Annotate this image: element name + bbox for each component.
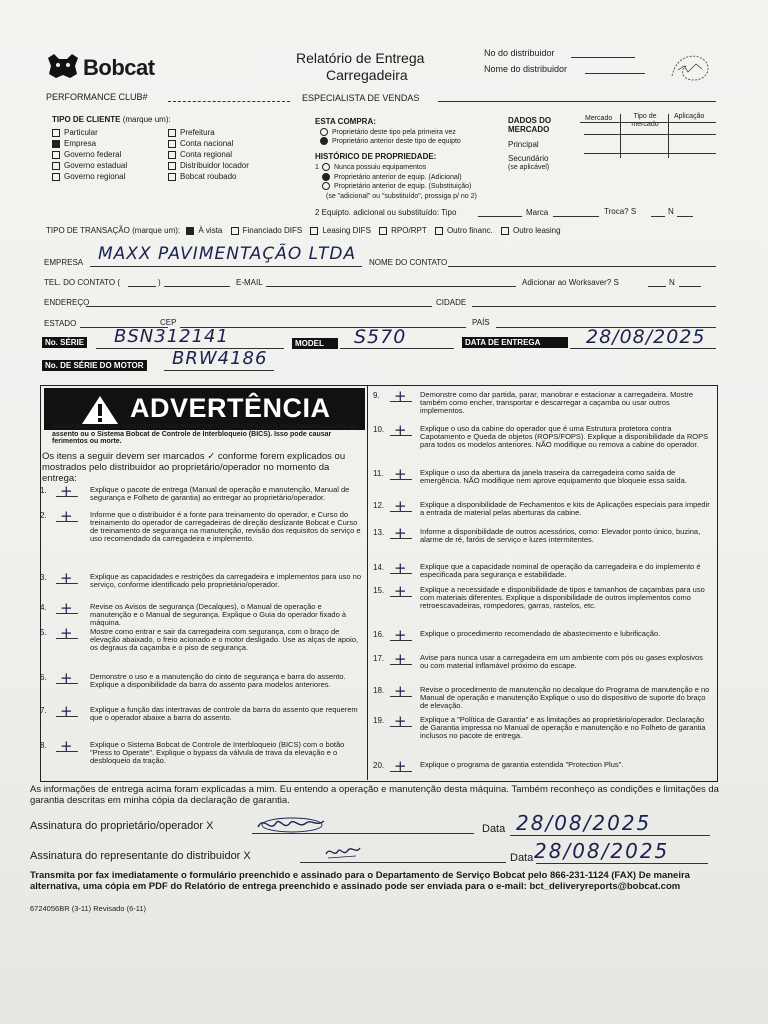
checklist-item-number: 1.: [40, 486, 47, 495]
transmit-text: Transmita por fax imediatamente o formulário preenchido e assinado para o Departamento de Serviço Bobcat pelo 866-231-1124 (FAX) De maneira alternativa, uma cópia em PDF do Relatório de entrega preenchido e assinado pode ser enviada para o e-mail:: [30, 870, 690, 892]
country-label: PAÍS: [472, 318, 490, 327]
checklist-item-number: 9.: [373, 391, 380, 400]
trade-in-no-label: N: [668, 207, 674, 216]
checkbox[interactable]: [379, 227, 387, 235]
checkbox[interactable]: [435, 227, 443, 235]
checklist-item-number: 5.: [40, 628, 47, 637]
brand-name: Bobcat: [83, 55, 155, 80]
equipment-brand-label: Marca: [526, 208, 549, 217]
sales-specialist-label: ESPECIALISTA DE VENDAS: [302, 93, 420, 103]
form-code: 6724056BR (3-11) Revisado (6-11): [30, 904, 147, 913]
checklist-checkmark[interactable]: +: [60, 702, 73, 720]
model-label: MODEL: [292, 338, 338, 349]
checkbox[interactable]: [231, 227, 239, 235]
address-label: ENDEREÇO: [44, 298, 90, 307]
checklist-checkmark[interactable]: +: [394, 559, 407, 577]
checklist-item-text: Demonstre o uso e a manutenção do cinto de segurança e barra do assento. Explique a disponibilidade da barra do assento para modelos anteriores.: [90, 672, 346, 689]
customer-type-col1: [52, 127, 127, 182]
radio-checked[interactable]: [322, 173, 330, 181]
owner-date-field[interactable]: [510, 835, 710, 836]
company-label: EMPRESA: [44, 258, 84, 267]
checklist-checkmark[interactable]: +: [394, 626, 407, 644]
worksaver-yes-field[interactable]: [648, 286, 666, 287]
customer-type-col2: [168, 127, 249, 182]
checklist-check-field[interactable]: [56, 613, 78, 614]
market-col-divider: [620, 114, 621, 158]
customer-type-option[interactable]: Governo estadual: [52, 160, 127, 171]
history-option[interactable]: Proprietário anterior de equip. (Substituição): [315, 182, 477, 192]
purchase-option[interactable]: Proprietário deste tipo pela primeira vez: [320, 128, 461, 137]
checklist-item-text: Informe que o distribuidor é a fonte para treinamento do operador, e Curso do treinamento do operador de carregadeiras de direção deslizante Bobcat e Curso de treinamento de segurança na manutenção, revisão dos requisitos do serviço e uso recomendado da carregadeira e implemento.: [90, 510, 361, 543]
market-header-rule: [580, 122, 716, 123]
market-primary-label: Principal: [508, 140, 539, 149]
customer-type-option[interactable]: Empresa: [52, 138, 127, 149]
warning-triangle-icon: [80, 394, 120, 426]
history-note: (se "adicional" ou "substituído", prossiga p/ no 2): [326, 192, 477, 200]
checklist-check-field[interactable]: [390, 696, 412, 697]
dealer-date-label: Data: [510, 852, 534, 864]
equipment-brand-field[interactable]: [553, 216, 599, 217]
trade-in-yes-field[interactable]: [651, 216, 665, 217]
checklist-item-number: 14.: [373, 563, 385, 572]
market-secondary-note: (se aplicável): [508, 164, 550, 171]
customer-type-label: TIPO DE CLIENTE: [52, 115, 121, 124]
email-label: E-MAIL: [236, 278, 263, 287]
checklist-item-text: Revise os Avisos de segurança (Decalques), o Manual de operação e manutenção e o Manual de segurança. Explique o Guia do operador fixado à máquina.: [90, 602, 347, 627]
checklist-item-text: Explique o Sistema Bobcat de Controle de Interbloqueio (BICS) com o botão "Press to Operate". Explique o bypass da válvula de trava da elevação e o desbloqueio da tração.: [90, 740, 345, 765]
checklist-check-field[interactable]: [390, 538, 412, 539]
trade-in-label: Troca? S: [604, 207, 637, 216]
this-purchase-options: [320, 128, 461, 146]
sales-specialist-field[interactable]: [438, 101, 716, 102]
acknowledgement-text: As informações de entrega acima foram explicadas a mim. Eu entendo a operação e manutenção desta máquina. Também reconheço as condições e limitações da garantia descritas em minha cópia da declaração de garantia.: [30, 784, 719, 806]
dealer-name-label: Nome do distribuidor: [484, 64, 568, 74]
checkbox[interactable]: [168, 151, 176, 159]
customer-type-option[interactable]: Particular: [52, 127, 127, 138]
checklist-item-text: Explique o uso da abertura da janela traseira da carregadeira como saída de emergência. NÃO modifique nem aprove equipamento que bloqueie essa saída.: [420, 468, 687, 485]
this-purchase-label: ESTA COMPRA:: [315, 117, 376, 126]
serial-number-label: No. SÉRIE: [42, 337, 87, 348]
contact-name-label: NOME DO CONTATO: [369, 258, 448, 267]
address-field[interactable]: [86, 306, 432, 307]
model-field[interactable]: [340, 348, 454, 349]
owner-date-value[interactable]: 28/08/2025: [516, 811, 652, 835]
warning-title: ADVERTÊNCIA: [130, 393, 331, 423]
market-col-market: Mercado: [585, 115, 613, 122]
checklist-checkmark[interactable]: +: [60, 669, 73, 687]
checklist-item-number: 10.: [373, 425, 385, 434]
checklist-check-field[interactable]: [390, 573, 412, 574]
checklist-item-number: 6.: [40, 673, 47, 682]
transaction-type-row: TIPO DE TRANSAÇÃO (marque um): À vista Financiado DIFS Leasing DIFS RPO/RPT Outro financ. Outro leasing: [46, 226, 561, 235]
checklist-checkmark[interactable]: +: [60, 482, 73, 500]
checklist-checkmark[interactable]: +: [394, 421, 407, 439]
checklist-checkmark[interactable]: +: [60, 507, 73, 525]
warning-text: Nunca faça mau uso da máquina. Não modifique as proteções, cinto de segurança, barra do assento ou o Sistema Bobcat de Controle de Interbloqueio (BICS). Isso pode causar ferimentos ou morte.: [52, 423, 359, 446]
checklist-checkmark[interactable]: +: [394, 712, 407, 730]
state-label: ESTADO: [44, 319, 77, 328]
checkbox[interactable]: [310, 227, 318, 235]
checklist-checkmark[interactable]: +: [394, 497, 407, 515]
checklist-check-field[interactable]: [390, 726, 412, 727]
performance-club-field[interactable]: [168, 101, 290, 102]
city-label: CIDADE: [436, 298, 467, 307]
phone-area-field[interactable]: [128, 286, 156, 287]
checklist-checkmark[interactable]: +: [394, 757, 407, 775]
checklist-checkmark[interactable]: +: [60, 569, 73, 587]
checklist-item-text: Explique que a capacidade nominal de operação da carregadeira e do implemento é especificada para segurança e estabilidade.: [420, 562, 701, 579]
form-title-line1: Relatório de Entrega: [296, 50, 425, 66]
dealer-name-field[interactable]: [585, 73, 645, 74]
engine-serial-field[interactable]: [164, 370, 274, 371]
checklist-check-field[interactable]: [390, 771, 412, 772]
checkbox[interactable]: [168, 140, 176, 148]
history-option[interactable]: 1 Nunca possuiu equipamentos: [315, 164, 427, 171]
checklist-item-number: 12.: [373, 501, 385, 510]
checklist-item-number: 15.: [373, 586, 385, 595]
equipment-type-field[interactable]: [478, 216, 522, 217]
transmit-note: [30, 871, 726, 892]
customer-type-option[interactable]: Bobcat roubado: [168, 171, 249, 182]
cep-label: CEP: [160, 318, 177, 327]
checklist-item-number: 17.: [373, 654, 385, 663]
market-col-divider: [668, 114, 669, 158]
checklist-item-text: Mostre como entrar e sair da carregadeira com segurança, com o braço de elevação abaixado, o freio acionado e o motor desligado. Use as alças de apoio, os degraus da caçamba e o piso de segurança.: [90, 627, 359, 652]
dealer-number-field[interactable]: [571, 57, 635, 58]
checklist-checkmark[interactable]: +: [394, 524, 407, 542]
worksaver-no-field[interactable]: [679, 286, 701, 287]
checklist-item-text: Explique a "Política de Garantia" e as limitações ao proprietário/operador. Declaração de Garantia impressa no Manual de operação e manutenção e no Folheto de garantia inclusos no pacote de entrega.: [420, 715, 706, 740]
form-title-line2: Carregadeira: [326, 67, 408, 83]
equipment-type-label: 2 Equipto. adicional ou substituído: Tipo: [315, 208, 457, 217]
phone-label: TEL. DO CONTATO (: [44, 278, 121, 287]
market-col-type: Tipo de mercado: [631, 113, 659, 128]
worksaver-label: Adicionar ao Worksaver? S: [522, 278, 619, 287]
checklist-item-text: Explique o uso da cabine do operador que é uma Estrutura protetora contra Capotamento e Queda de objetos (ROPS/FOPS). Explique a disponibilidade da ROPS para todos os modelos anteriores. NÃO modifique ou remova a cabine do operador.: [420, 424, 709, 449]
checklist-checkmark[interactable]: +: [394, 387, 407, 405]
dealer-stamp: [664, 46, 720, 91]
checklist-checkmark[interactable]: +: [394, 465, 407, 483]
ownership-history-label: HISTÓRICO DE PROPRIEDADE:: [315, 152, 437, 161]
company-value[interactable]: MAXX PAVIMENTAÇÃO LTDA: [98, 244, 357, 264]
checkbox[interactable]: [168, 162, 176, 170]
checklist-check-field[interactable]: [56, 583, 78, 584]
checklist-item-number: 4.: [40, 603, 47, 612]
checklist-item-number: 16.: [373, 630, 385, 639]
customer-type-hint: (marque um):: [122, 115, 171, 124]
checklist-checkmark[interactable]: +: [60, 737, 73, 755]
customer-type-option[interactable]: Conta nacional: [168, 138, 249, 149]
checklist-item-text: Informe a disponibilidade de outros acessórios, como: Elevador ponto único, buzina, alarme de ré, faróis de serviço e luzes intermitentes.: [420, 527, 701, 544]
checklist-item-number: 8.: [40, 741, 47, 750]
checklist-check-field[interactable]: [390, 479, 412, 480]
checklist-item-number: 11.: [373, 469, 384, 478]
checklist-checkmark[interactable]: +: [394, 650, 407, 668]
worksaver-no-label: N: [669, 278, 675, 287]
checkbox-checked[interactable]: [186, 227, 194, 235]
serial-number-value[interactable]: BSN312141: [114, 326, 229, 347]
radio[interactable]: [322, 163, 330, 171]
checkbox[interactable]: [501, 227, 509, 235]
delivery-date-value[interactable]: 28/08/2025: [586, 326, 706, 348]
market-data-label: DADOS DO MERCADO: [508, 116, 552, 134]
contact-name-field[interactable]: [448, 266, 716, 267]
checklist-check-field[interactable]: [390, 401, 412, 402]
checklist-checkmark[interactable]: +: [394, 582, 407, 600]
dealer-number-label: No do distribuidor: [484, 48, 555, 58]
ownership-history-options: [315, 163, 477, 201]
dealer-date-field[interactable]: [536, 863, 708, 864]
checklist-item-number: 2.: [40, 511, 47, 520]
checklist-checkmark[interactable]: +: [60, 624, 73, 642]
checklist-item-number: 3.: [40, 573, 47, 582]
checklist-check-field[interactable]: [390, 511, 412, 512]
model-value[interactable]: S570: [354, 326, 407, 348]
customer-type-option[interactable]: Governo federal: [52, 149, 127, 160]
checklist-check-field[interactable]: [390, 640, 412, 641]
checklist-item-text: Explique a disponibilidade de Fechamentos e kits de Aplicações especiais para impedir a entrada de material pelas aberturas da cabine.: [420, 500, 710, 517]
checklist-check-field[interactable]: [390, 596, 412, 597]
checkbox[interactable]: [168, 173, 176, 181]
checkbox[interactable]: [52, 173, 60, 181]
performance-club-label: PERFORMANCE CLUB#: [46, 92, 148, 102]
checkbox[interactable]: [52, 151, 60, 159]
checklist-check-field[interactable]: [56, 496, 78, 497]
dealer-signature-scribble: [322, 842, 362, 867]
checklist-check-field[interactable]: [390, 435, 412, 436]
transaction-label: TIPO DE TRANSAÇÃO: [46, 226, 130, 235]
checklist-check-field[interactable]: [56, 751, 78, 752]
trade-in-no-field[interactable]: [677, 216, 693, 217]
dealer-signature-label: Assinatura do representante do distribuidor X: [30, 850, 251, 862]
checklist-check-field[interactable]: [56, 683, 78, 684]
checklist-checkmark[interactable]: +: [394, 682, 407, 700]
checklist-item-text: Demonstre como dar partida, parar, manobrar e estacionar a carregadeira. Mostre também como encher, transportar e descarregar a caçamba ou usar outros implementos.: [420, 390, 694, 415]
checklist-item-text: Explique a necessidade e disponibilidade de tipos e tamanhos de caçambas para uso com materiais diferentes. Explique a disponibilidade de outros implementos como retroescavadeiras, rompedores, garras, rastelos, etc.: [420, 585, 705, 610]
phone-sep: ): [158, 278, 161, 287]
checklist-check-field[interactable]: [56, 716, 78, 717]
history-option[interactable]: Proprietário anterior de equip. (Adicional): [315, 173, 477, 183]
purchase-option[interactable]: Proprietário anterior deste tipo de equipto: [320, 137, 461, 146]
checkbox-checked[interactable]: [52, 140, 60, 148]
bobcat-head-icon: [46, 52, 80, 80]
checkbox[interactable]: [168, 129, 176, 137]
radio[interactable]: [322, 182, 330, 190]
report-email[interactable]: bct_deliveryreports@bobcat.com: [529, 880, 681, 892]
checklist-item-text: Explique o programa de garantia estendida "Protection Plus".: [420, 760, 624, 769]
market-secondary-field[interactable]: [584, 153, 716, 154]
checklist-item-number: 19.: [373, 716, 385, 725]
customer-type-option[interactable]: Prefeitura: [168, 127, 249, 138]
checklist-item-text: Explique a função das intertravas de controle da barra do assento que requerem que o operador abaixe a barra do assento.: [90, 705, 358, 722]
checkbox[interactable]: [52, 129, 60, 137]
checklist-divider: [367, 385, 368, 780]
market-col-application: Aplicação: [674, 113, 705, 120]
delivery-date-field[interactable]: [570, 348, 716, 349]
customer-type-heading: [52, 115, 171, 124]
owner-date-label: Data: [482, 823, 506, 835]
checklist-item-number: 20.: [373, 761, 385, 770]
radio-checked[interactable]: [320, 137, 328, 145]
dealer-date-value[interactable]: 28/08/2025: [534, 839, 670, 863]
market-secondary-label: Secundário: [508, 154, 549, 163]
customer-type-option[interactable]: Governo regional: [52, 171, 127, 182]
checkbox[interactable]: [52, 162, 60, 170]
bobcat-logo: [46, 52, 80, 85]
checklist-checkmark[interactable]: +: [60, 599, 73, 617]
checklist-item-text: Explique o pacote de entrega (Manual de operação e manutenção, Manual de segurança e Folheto de garantia) ao entregar ao proprietário/operador.: [90, 485, 350, 502]
checklist-item-number: 7.: [40, 706, 47, 715]
radio[interactable]: [320, 128, 328, 136]
delivery-date-label: DATA DE ENTREGA: [462, 337, 568, 348]
transaction-hint: (marque um):: [132, 226, 181, 235]
owner-signature-label: Assinatura do proprietário/operador X: [30, 820, 214, 832]
checklist-item-text: Explique as capacidades e restrições da carregadeira e implementos para uso no serviço, conforme identificado pelo proprietário/operador.: [90, 572, 361, 589]
checklist-check-field[interactable]: [56, 521, 78, 522]
email-field[interactable]: [266, 286, 516, 287]
city-field[interactable]: [472, 306, 716, 307]
engine-serial-value[interactable]: BRW4186: [172, 348, 268, 369]
owner-signature-scribble: [254, 813, 328, 840]
company-field[interactable]: [90, 266, 362, 267]
customer-type-option[interactable]: Conta regional: [168, 149, 249, 160]
checklist-intro: Os itens a seguir devem ser marcados ✓ conforme forem explicados ou mostrados pelo distribuidor ao proprietário/operador no momento da entrega:: [42, 451, 346, 484]
checklist-item-number: 18.: [373, 686, 385, 695]
checklist-check-field[interactable]: [390, 664, 412, 665]
checklist-check-field[interactable]: [56, 638, 78, 639]
market-primary-field[interactable]: [584, 134, 716, 135]
checklist-item-text: Explique o procedimento recomendado de abastecimento e lubrificação.: [420, 629, 661, 638]
engine-serial-label: No. DE SÉRIE DO MOTOR: [42, 360, 147, 371]
customer-type-option[interactable]: Distribuidor locador: [168, 160, 249, 171]
checklist-item-number: 13.: [373, 528, 385, 537]
checklist-item-text: Avise para nunca usar a carregadeira em um ambiente com pós ou gases explosivos ou com material inflamável próximo do escape.: [420, 653, 703, 670]
phone-number-field[interactable]: [164, 286, 230, 287]
checklist-item-text: Revise o procedimento de manutenção no decalque do Programa de manutenção e no Manual de operação e manutenção Explique o uso do dispositivo de suporte do braço de elevação.: [420, 685, 710, 710]
